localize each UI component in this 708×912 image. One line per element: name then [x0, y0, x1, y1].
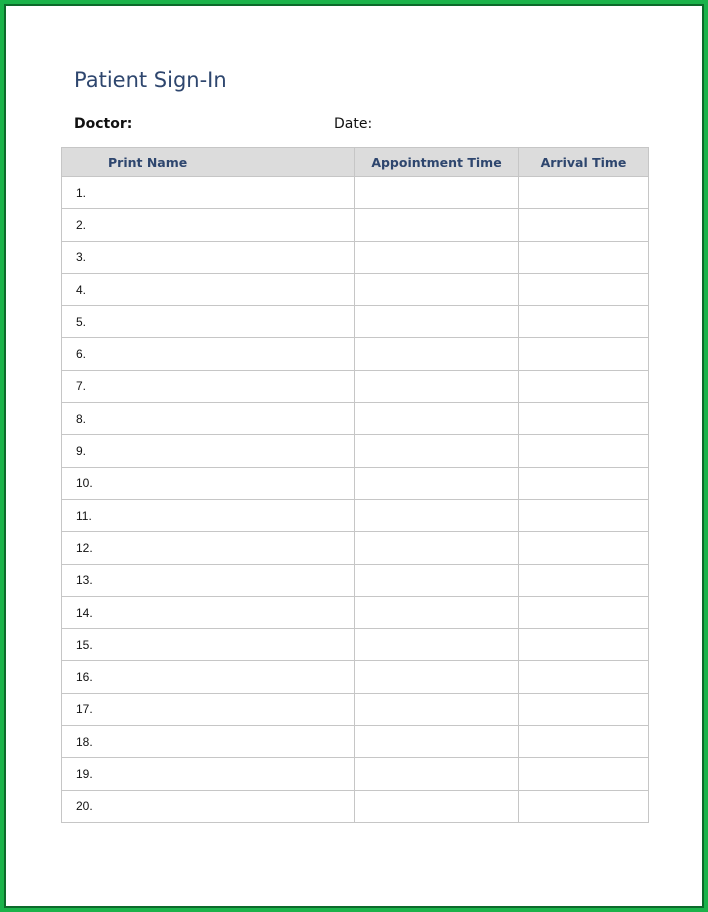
row-number-and-name-cell[interactable]: 3. [62, 241, 355, 273]
row-number-and-name-cell[interactable]: 11. [62, 499, 355, 531]
table-row [62, 693, 649, 725]
appointment-time-cell[interactable] [355, 241, 519, 273]
row-number-and-name-cell[interactable]: 20. [62, 790, 355, 822]
arrival-time-cell[interactable] [519, 693, 649, 725]
arrival-time-cell[interactable] [519, 758, 649, 790]
row-number-and-name-cell[interactable]: 14. [62, 596, 355, 628]
arrival-time-cell[interactable] [519, 467, 649, 499]
appointment-time-cell[interactable] [355, 532, 519, 564]
appointment-time-cell[interactable] [355, 370, 519, 402]
appointment-time-cell[interactable] [355, 306, 519, 338]
table-row [62, 758, 649, 790]
appointment-time-cell[interactable] [355, 693, 519, 725]
appointment-time-cell[interactable] [355, 564, 519, 596]
row-number-and-name-cell[interactable]: 16. [62, 661, 355, 693]
appointment-time-cell[interactable] [355, 338, 519, 370]
row-number-and-name-cell[interactable]: 13. [62, 564, 355, 596]
table-row [62, 177, 649, 209]
row-number-and-name-cell[interactable]: 5. [62, 306, 355, 338]
table-row [62, 629, 649, 661]
row-number-and-name-cell[interactable]: 4. [62, 273, 355, 305]
table-body [62, 177, 649, 823]
arrival-time-cell[interactable] [519, 596, 649, 628]
arrival-time-cell[interactable] [519, 499, 649, 531]
appointment-time-cell[interactable] [355, 629, 519, 661]
arrival-time-cell[interactable] [519, 209, 649, 241]
appointment-time-cell[interactable] [355, 273, 519, 305]
arrival-time-cell[interactable] [519, 435, 649, 467]
appointment-time-cell[interactable] [355, 499, 519, 531]
row-number-and-name-cell[interactable]: 7. [62, 370, 355, 402]
table-row [62, 403, 649, 435]
arrival-time-cell[interactable] [519, 177, 649, 209]
table-row [62, 273, 649, 305]
appointment-time-cell[interactable] [355, 467, 519, 499]
row-number-and-name-cell[interactable]: 2. [62, 209, 355, 241]
appointment-time-cell[interactable] [355, 403, 519, 435]
row-number-and-name-cell[interactable]: 19. [62, 758, 355, 790]
table-row [62, 370, 649, 402]
table-row [62, 435, 649, 467]
sign-in-sheet [6, 6, 702, 906]
table-header-row [62, 148, 649, 177]
arrival-time-cell[interactable] [519, 661, 649, 693]
appointment-time-cell[interactable] [355, 209, 519, 241]
table-row [62, 726, 649, 758]
table-row [62, 306, 649, 338]
table-row [62, 467, 649, 499]
arrival-time-cell[interactable] [519, 241, 649, 273]
header-arrival-time: Arrival Time [519, 148, 649, 177]
appointment-time-cell[interactable] [355, 177, 519, 209]
table-row [62, 338, 649, 370]
arrival-time-cell[interactable] [519, 273, 649, 305]
appointment-time-cell[interactable] [355, 661, 519, 693]
header-print-name: Print Name [62, 148, 355, 177]
appointment-time-cell[interactable] [355, 435, 519, 467]
arrival-time-cell[interactable] [519, 403, 649, 435]
arrival-time-cell[interactable] [519, 790, 649, 822]
arrival-time-cell[interactable] [519, 532, 649, 564]
row-number-and-name-cell[interactable]: 18. [62, 726, 355, 758]
row-number-and-name-cell[interactable]: 10. [62, 467, 355, 499]
row-number-and-name-cell[interactable]: 6. [62, 338, 355, 370]
table-row [62, 661, 649, 693]
arrival-time-cell[interactable] [519, 726, 649, 758]
table-row [62, 532, 649, 564]
table-row [62, 790, 649, 822]
appointment-time-cell[interactable] [355, 758, 519, 790]
arrival-time-cell[interactable] [519, 306, 649, 338]
appointment-time-cell[interactable] [355, 596, 519, 628]
arrival-time-cell[interactable] [519, 370, 649, 402]
table-row [62, 596, 649, 628]
doctor-label: Doctor: [74, 116, 133, 132]
table-row [62, 499, 649, 531]
row-number-and-name-cell[interactable]: 9. [62, 435, 355, 467]
row-number-and-name-cell[interactable]: 8. [62, 403, 355, 435]
arrival-time-cell[interactable] [519, 629, 649, 661]
row-number-and-name-cell[interactable]: 12. [62, 532, 355, 564]
table-row [62, 241, 649, 273]
table-row [62, 209, 649, 241]
row-number-and-name-cell[interactable]: 15. [62, 629, 355, 661]
appointment-time-cell[interactable] [355, 790, 519, 822]
date-label: Date: [334, 116, 373, 132]
row-number-and-name-cell[interactable]: 1. [62, 177, 355, 209]
appointment-time-cell[interactable] [355, 726, 519, 758]
row-number-and-name-cell[interactable]: 17. [62, 693, 355, 725]
table-row [62, 564, 649, 596]
sign-in-table [61, 147, 649, 823]
arrival-time-cell[interactable] [519, 564, 649, 596]
arrival-time-cell[interactable] [519, 338, 649, 370]
header-appointment-time: Appointment Time [355, 148, 519, 177]
page-title: Patient Sign-In [74, 68, 227, 92]
